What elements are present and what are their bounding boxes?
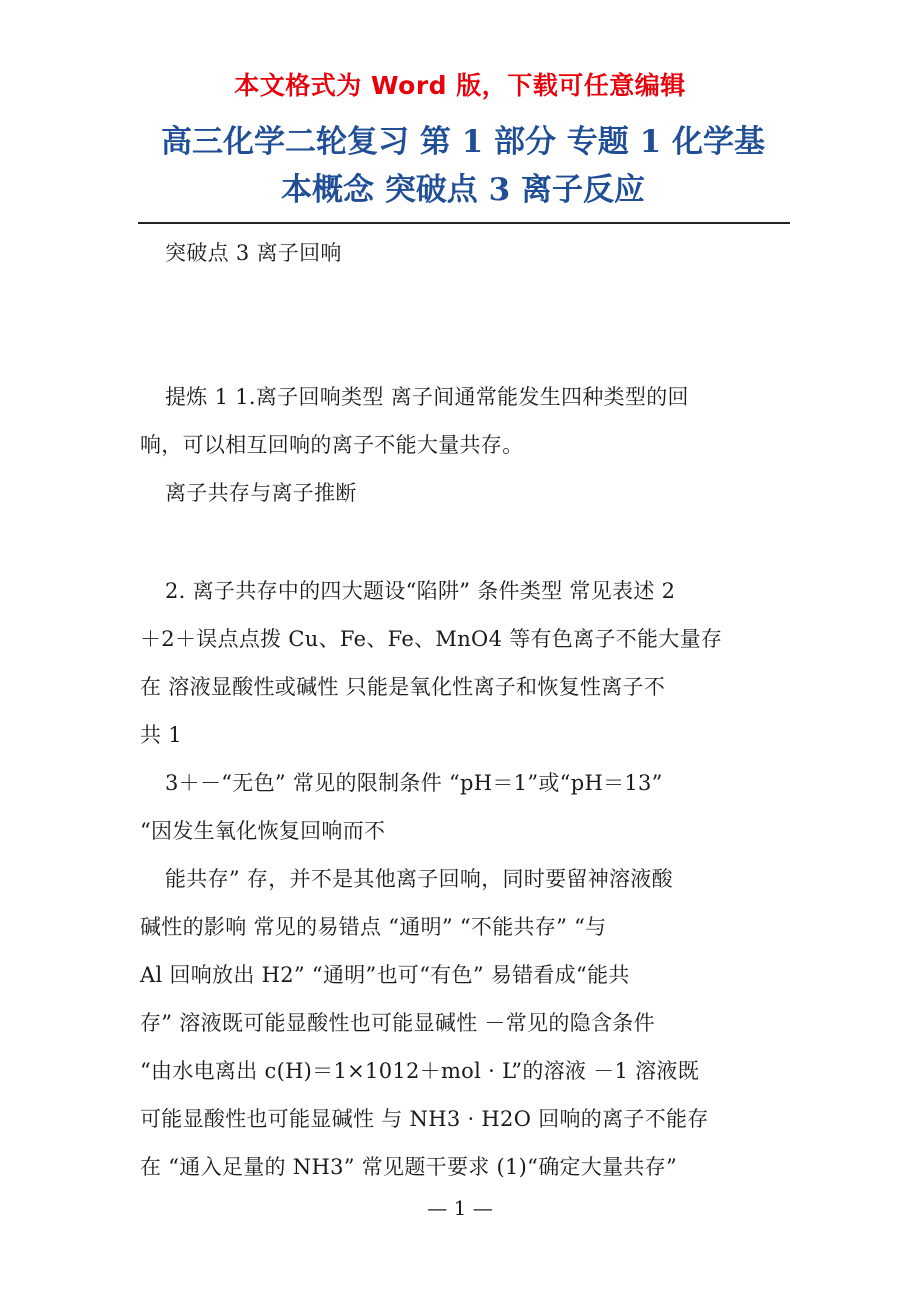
page-number: — 1 —	[427, 1196, 493, 1220]
body-line: 在 “通入足量的 NH3” 常见题干要求 (1)“确定大量共存”	[140, 1155, 678, 1179]
body-line: “因发生氧化恢复回响而不	[140, 819, 386, 843]
body-line: 响，可以相互回响的离子不能大量共存。	[140, 433, 524, 457]
body-line: 共 1	[140, 723, 182, 747]
body-line: 离子共存与离子推断	[165, 481, 357, 505]
body-line: Al 回响放出 H2” “通明”也可“有色” 易错看成“能共	[140, 963, 630, 987]
document-title-line-1: 高三化学二轮复习 第 1 部分 专题 1 化学基	[161, 124, 765, 160]
body-line: 提炼 1 1.离子回响类型 离子间通常能发生四种类型的回	[165, 385, 689, 409]
body-line: 可能显酸性也可能显碱性 与 NH3 · H2O 回响的离子不能存	[140, 1107, 709, 1131]
body-line: 存” 溶液既可能显酸性也可能显碱性 －常见的隐含条件	[140, 1011, 655, 1035]
title-divider	[138, 222, 790, 224]
document-title-line-2: 本概念 突破点 3 离子反应	[281, 172, 645, 208]
body-line: 能共存” 存，并不是其他离子回响，同时要留神溶液酸	[165, 867, 673, 891]
section-heading: 突破点 3 离子回响	[165, 241, 342, 265]
body-line: 2. 离子共存中的四大题设“陷阱” 条件类型 常见表述 2	[165, 579, 676, 603]
body-line: 碱性的影响 常见的易错点 “通明” “不能共存” “与	[140, 915, 607, 939]
body-line: 3＋－“无色” 常见的限制条件 “pH＝1”或“pH＝13”	[165, 771, 663, 795]
body-line: “由水电离出 c(H)＝1×1012＋mol · L”的溶液 －1 溶液既	[140, 1059, 700, 1083]
body-line: 在 溶液显酸性或碱性 只能是氧化性离子和恢复性离子不	[140, 675, 666, 699]
body-line: ＋2＋误点点拨 Cu、Fe、Fe、MnO4 等有色离子不能大量存	[140, 627, 723, 651]
format-banner: 本文格式为 Word 版，下载可任意编辑	[234, 71, 686, 100]
